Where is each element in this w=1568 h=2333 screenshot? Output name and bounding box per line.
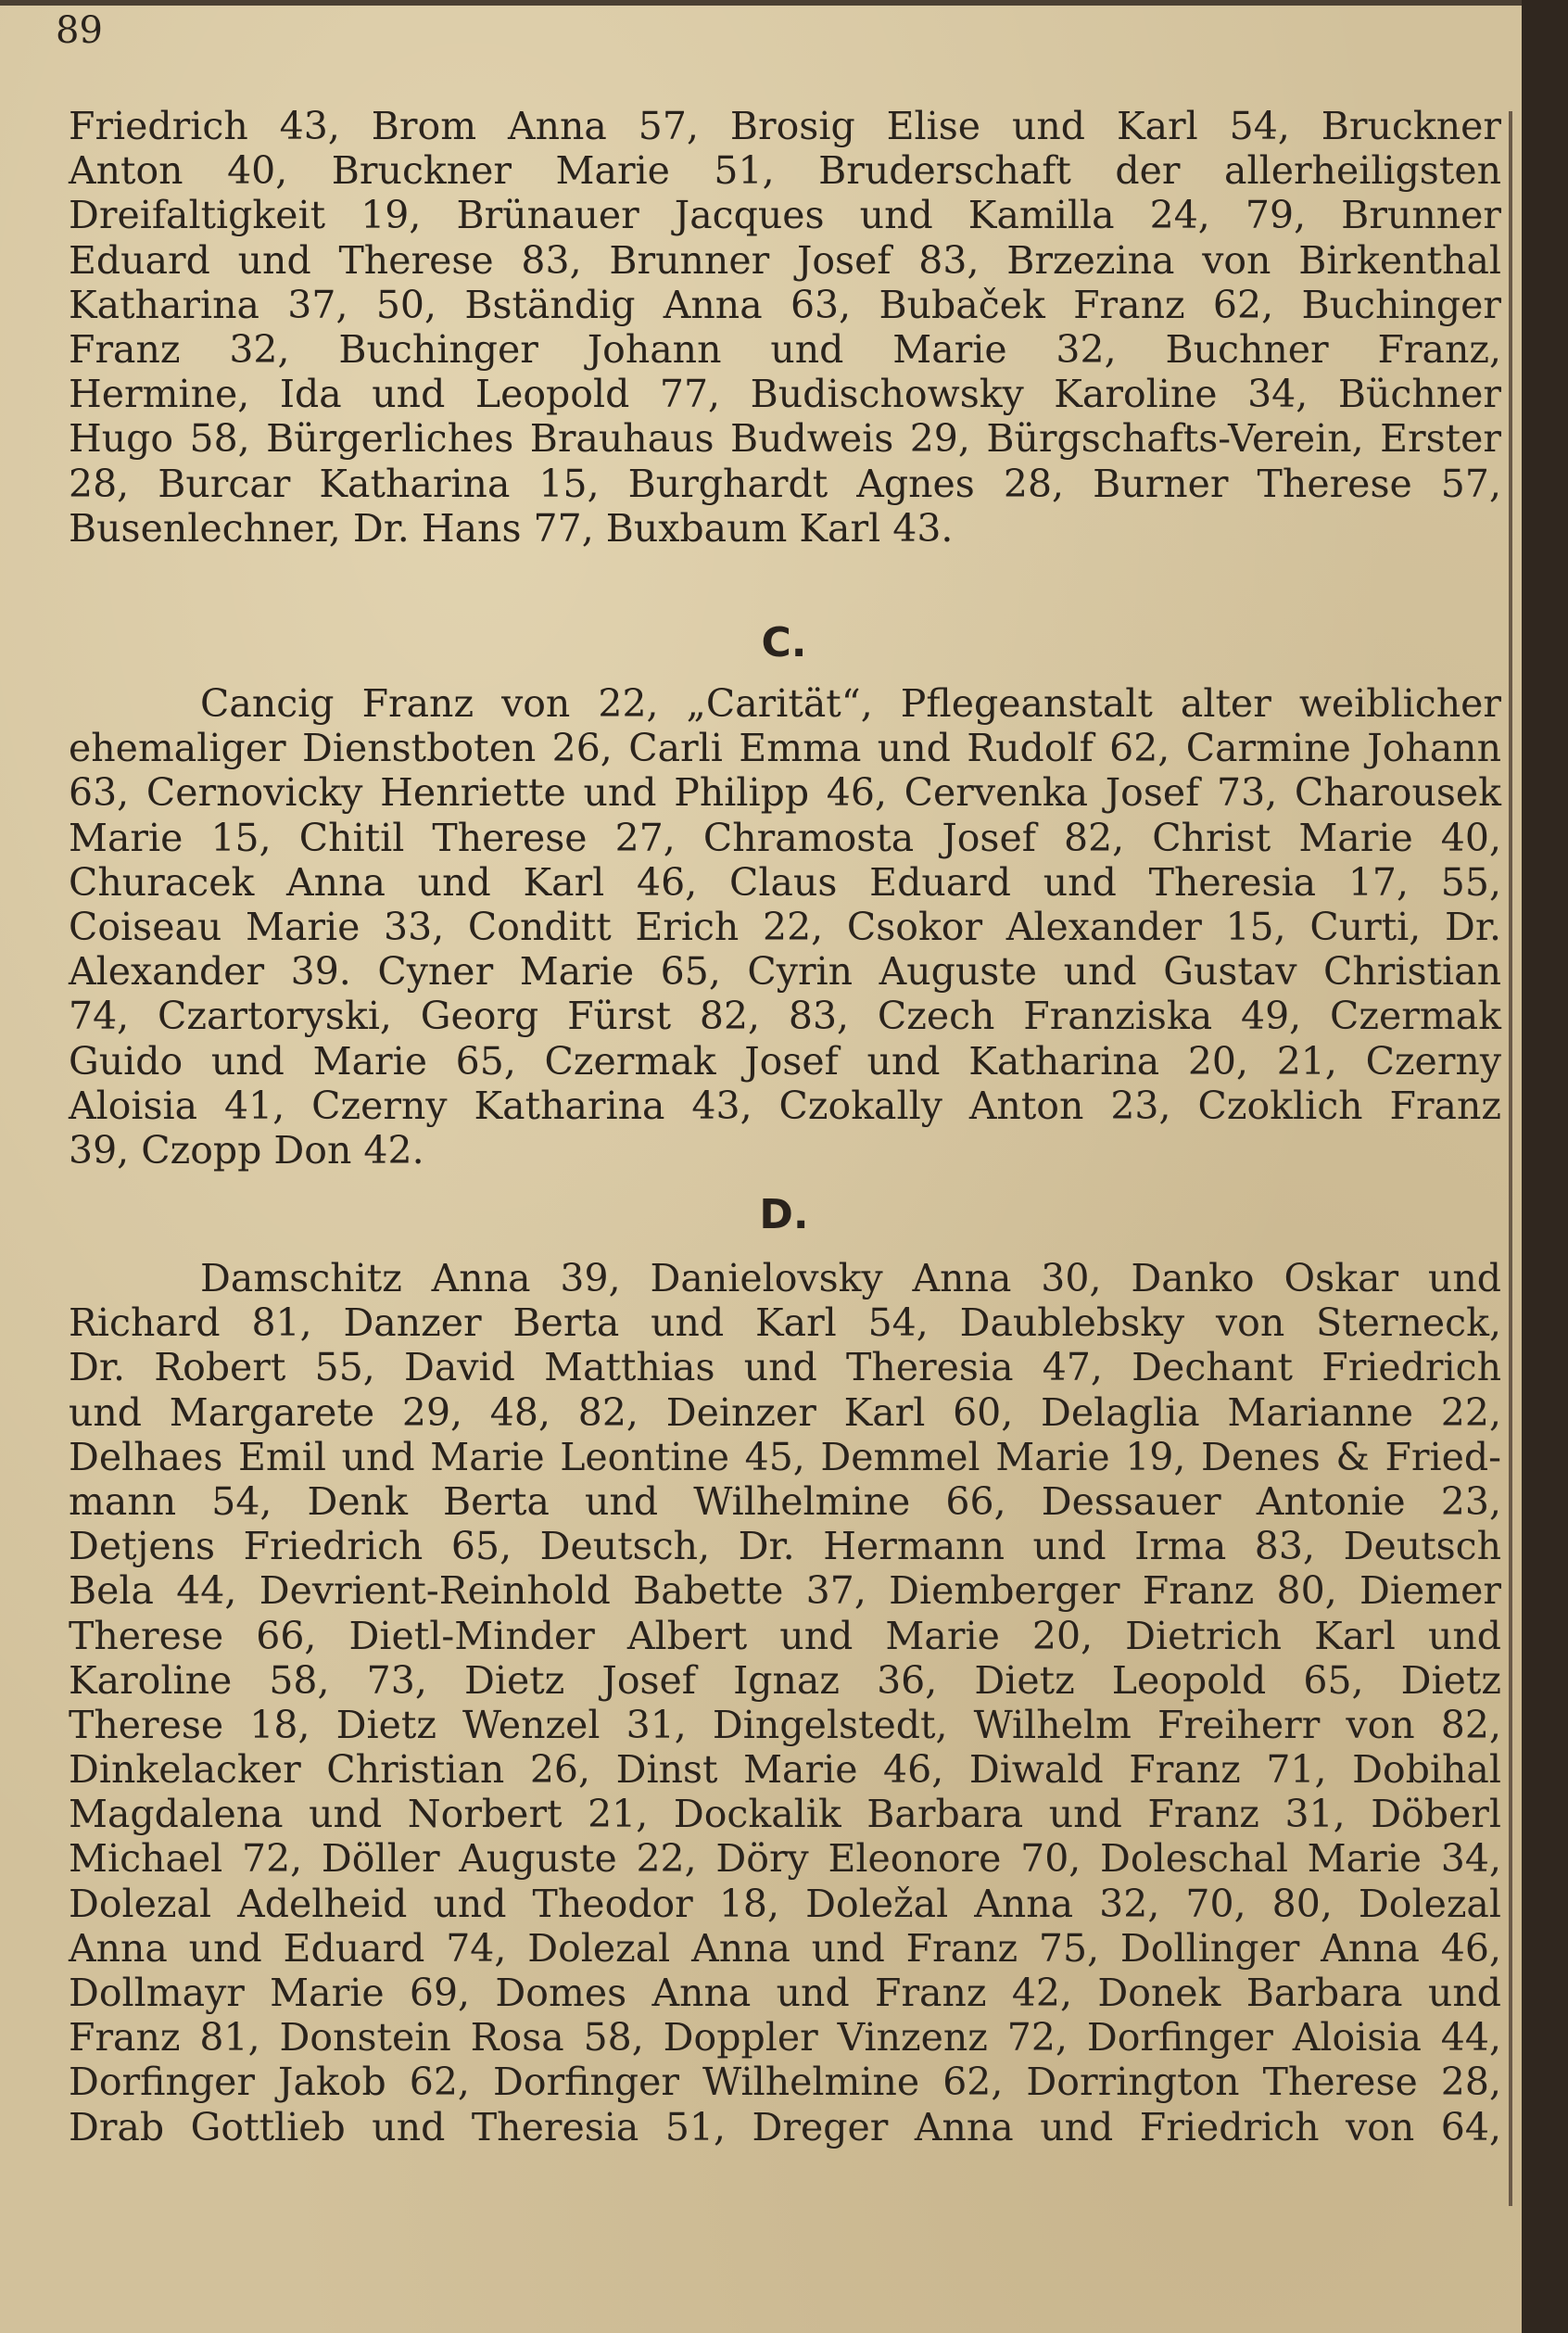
text-line: Franz 81, Donstein Rosa 58, Doppler Vinzenz 72, Dorfinger Aloisia 44, [69,2015,1501,2060]
text-line: Coiseau Marie 33, Conditt Erich 22, Csokor Alexander 15, Curti, Dr. [69,904,1501,949]
text-line: ehemaliger Dienstboten 26, Carli Emma und Rudolf 62, Carmine Johann [69,726,1501,771]
text-line: Richard 81, Danzer Berta und Karl 54, Daublebsky von Sterneck, [69,1300,1501,1346]
section-heading-d: D. [759,1191,809,1238]
section-b-text [69,104,1501,551]
text-line: Therese 18, Dietz Wenzel 31, Dingelstedt, Wilhelm Freiherr von 82, [69,1702,1501,1747]
text-line: 63, Cernovicky Henriette und Philipp 46, Cervenka Josef 73, Charousek [69,770,1501,816]
text-line: Hugo 58, Bürgerliches Brauhaus Budweis 29, Bürgschafts-Verein, Erster [69,416,1501,462]
text-line: Friedrich 43, Brom Anna 57, Brosig Elise und Karl 54, Bruckner [69,104,1501,148]
text-line: Anton 40, Bruckner Marie 51, Bruderschaft der allerheiligsten [69,148,1501,194]
text-line: und Margarete 29, 48, 82, Deinzer Karl 60, Delaglia Marianne 22, [69,1389,1501,1435]
text-line: Guido und Marie 65, Czermak Josef und Katharina 20, 21, Czerny [69,1038,1501,1084]
text-line: Hermine, Ida und Leopold 77, Budischowsky Karoline 34, Büchner [69,372,1501,417]
text-line: Churacek Anna und Karl 46, Claus Eduard und Theresia 17, 55, [69,859,1501,905]
section-c-text [69,681,1501,1173]
text-line: 28, Burcar Katharina 15, Burghardt Agnes 28, Burner Therese 57, [69,461,1501,506]
text-line: Detjens Friedrich 65, Deutsch, Dr. Hermann und Irma 83, Deutsch [69,1524,1501,1569]
text-line: Alexander 39. Cyner Marie 65, Cyrin Auguste und Gustav Christian [69,949,1501,995]
text-line: Cancig Franz von 22, „Carität“, Pflegeanstalt alter weiblicher [200,681,1501,726]
text-line: Dollmayr Marie 69, Domes Anna und Franz 42, Donek Barbara und [69,1971,1501,2015]
text-line: Bela 44, Devrient-Reinhold Babette 37, Diemberger Franz 80, Diemer [69,1568,1501,1614]
text-line: Busenlechner, Dr. Hans 77, Buxbaum Karl 43. [69,505,954,551]
text-line: Karoline 58, 73, Dietz Josef Ignaz 36, Dietz Leopold 65, Dietz [69,1657,1501,1703]
text-line: Dreifaltigkeit 19, Brünauer Jacques und Kamilla 24, 79, Brunner [69,193,1501,238]
text-line: 39, Czopp Don 42. [69,1127,424,1173]
text-line: Delhaes Emil und Marie Leontine 45, Demmel Marie 19, Denes & Fried- [69,1434,1501,1479]
text-line: Eduard und Therese 83, Brunner Josef 83, Brzezina von Birkenthal [69,237,1501,283]
page-top-edge [0,0,1568,6]
text-line: Dinkelacker Christian 26, Dinst Marie 46, Diwald Franz 71, Dobihal [69,1747,1501,1793]
text-line: Therese 66, Dietl-Minder Albert und Marie 20, Dietrich Karl und [69,1613,1501,1658]
text-line: Michael 72, Döller Auguste 22, Döry Eleonore 70, Doleschal Marie 34, [69,1836,1501,1882]
text-line: Franz 32, Buchinger Johann und Marie 32, Buchner Franz, [69,326,1501,372]
text-line: 74, Czartoryski, Georg Fürst 82, 83, Czech Franziska 49, Czermak [69,994,1501,1039]
text-line: Magdalena und Norbert 21, Dockalik Barbara und Franz 31, Döberl [69,1792,1501,1837]
text-line: Dorfinger Jakob 62, Dorfinger Wilhelmine 62, Dorrington Therese 28, [69,2060,1501,2105]
margin-rule [1509,111,1512,2206]
text-line: Dolezal Adelheid und Theodor 18, Doležal Anna 32, 70, 80, Dolezal [69,1881,1501,1926]
page-right-edge [1522,0,1568,2333]
text-line: Marie 15, Chitil Therese 27, Chramosta Josef 82, Christ Marie 40, [69,815,1501,860]
text-line: Drab Gottlieb und Theresia 51, Dreger Anna und Friedrich von 64, [69,2104,1501,2149]
text-line: Anna und Eduard 74, Dolezal Anna und Franz 75, Dollinger Anna 46, [69,1925,1501,1971]
text-line: Katharina 37, 50, Bständig Anna 63, Bubaček Franz 62, Buchinger [69,282,1501,327]
text-line: mann 54, Denk Berta und Wilhelmine 66, Dessauer Antonie 23, [69,1478,1501,1524]
text-line: Damschitz Anna 39, Danielovsky Anna 30, Danko Oskar und [200,1256,1501,1300]
text-line: Dr. Robert 55, David Matthias und Theresia 47, Dechant Friedrich [69,1345,1501,1390]
text-line: Aloisia 41, Czerny Katharina 43, Czokally Anton 23, Czoklich Franz [69,1083,1501,1128]
section-d-text [69,1256,1501,2149]
section-heading-c: C. [761,619,807,666]
page-number: 89 [56,9,103,52]
